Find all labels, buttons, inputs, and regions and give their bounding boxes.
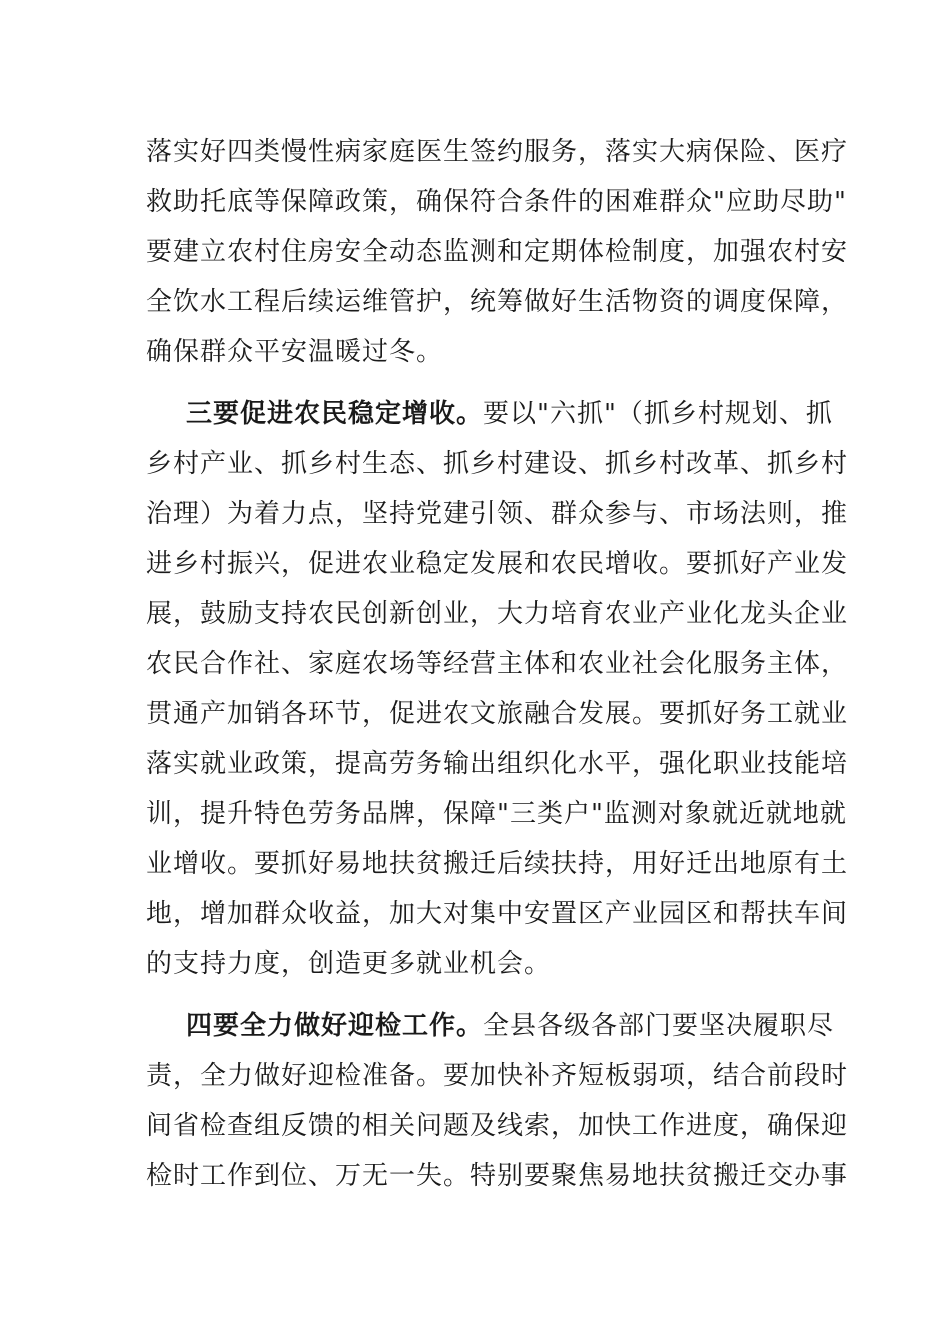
text-line: 确保群众平安温暖过冬。 bbox=[146, 337, 444, 367]
text-line: 检时工作到位、万无一失。特别要聚焦易地扶贫搬迁交办事 bbox=[146, 1161, 849, 1191]
text-line: 责，全力做好迎检准备。要加快补齐短板弱项，结合前段时 bbox=[146, 1061, 849, 1091]
paragraph-first-line bbox=[186, 392, 833, 436]
text-line: 落实就业政策，提高劳务输出组织化水平，强化职业技能培 bbox=[146, 749, 849, 779]
text-line: 救助托底等保障政策，确保符合条件的困难群众"应助尽助" bbox=[146, 187, 847, 217]
text-line: 治理）为着力点，坚持党建引领、群众参与、市场法则，推 bbox=[146, 499, 849, 529]
text-line: 农民合作社、家庭农场等经营主体和农业社会化服务主体， bbox=[146, 649, 849, 679]
text-span: 要以"六抓"（抓乡村规划、抓 bbox=[483, 399, 833, 429]
text-line: 展，鼓励支持农民创新创业，大力培育农业产业化龙头企业 bbox=[146, 599, 849, 629]
text-line: 乡村产业、抓乡村生态、抓乡村建设、抓乡村改革、抓乡村 bbox=[146, 449, 849, 479]
text-line: 全饮水工程后续运维管护，统筹做好生活物资的调度保障， bbox=[146, 287, 849, 317]
section-heading: 三要促进农民稳定增收。 bbox=[186, 399, 484, 429]
text-line: 落实好四类慢性病家庭医生签约服务，落实大病保险、医疗 bbox=[146, 137, 849, 167]
text-line: 业增收。要抓好易地扶贫搬迁后续扶持，用好迁出地原有土 bbox=[146, 849, 849, 879]
text-line: 要建立农村住房安全动态监测和定期体检制度，加强农村安 bbox=[146, 237, 849, 267]
text-line: 进乡村振兴，促进农业稳定发展和农民增收。要抓好产业发 bbox=[146, 549, 849, 579]
text-line: 贯通产加销各环节，促进农文旅融合发展。要抓好务工就业 bbox=[146, 699, 849, 729]
text-line: 的支持力度，创造更多就业机会。 bbox=[146, 949, 552, 979]
paragraph-first-line bbox=[186, 1004, 835, 1048]
text-line: 地，增加群众收益，加大对集中安置区产业园区和帮扶车间 bbox=[146, 899, 849, 929]
text-line: 训，提升特色劳务品牌，保障"三类户"监测对象就近就地就 bbox=[146, 799, 847, 829]
section-heading: 四要全力做好迎检工作。 bbox=[186, 1011, 484, 1041]
text-line: 间省检查组反馈的相关问题及线索，加快工作进度，确保迎 bbox=[146, 1111, 849, 1141]
text-span: 全县各级各部门要坚决履职尽 bbox=[483, 1011, 835, 1041]
